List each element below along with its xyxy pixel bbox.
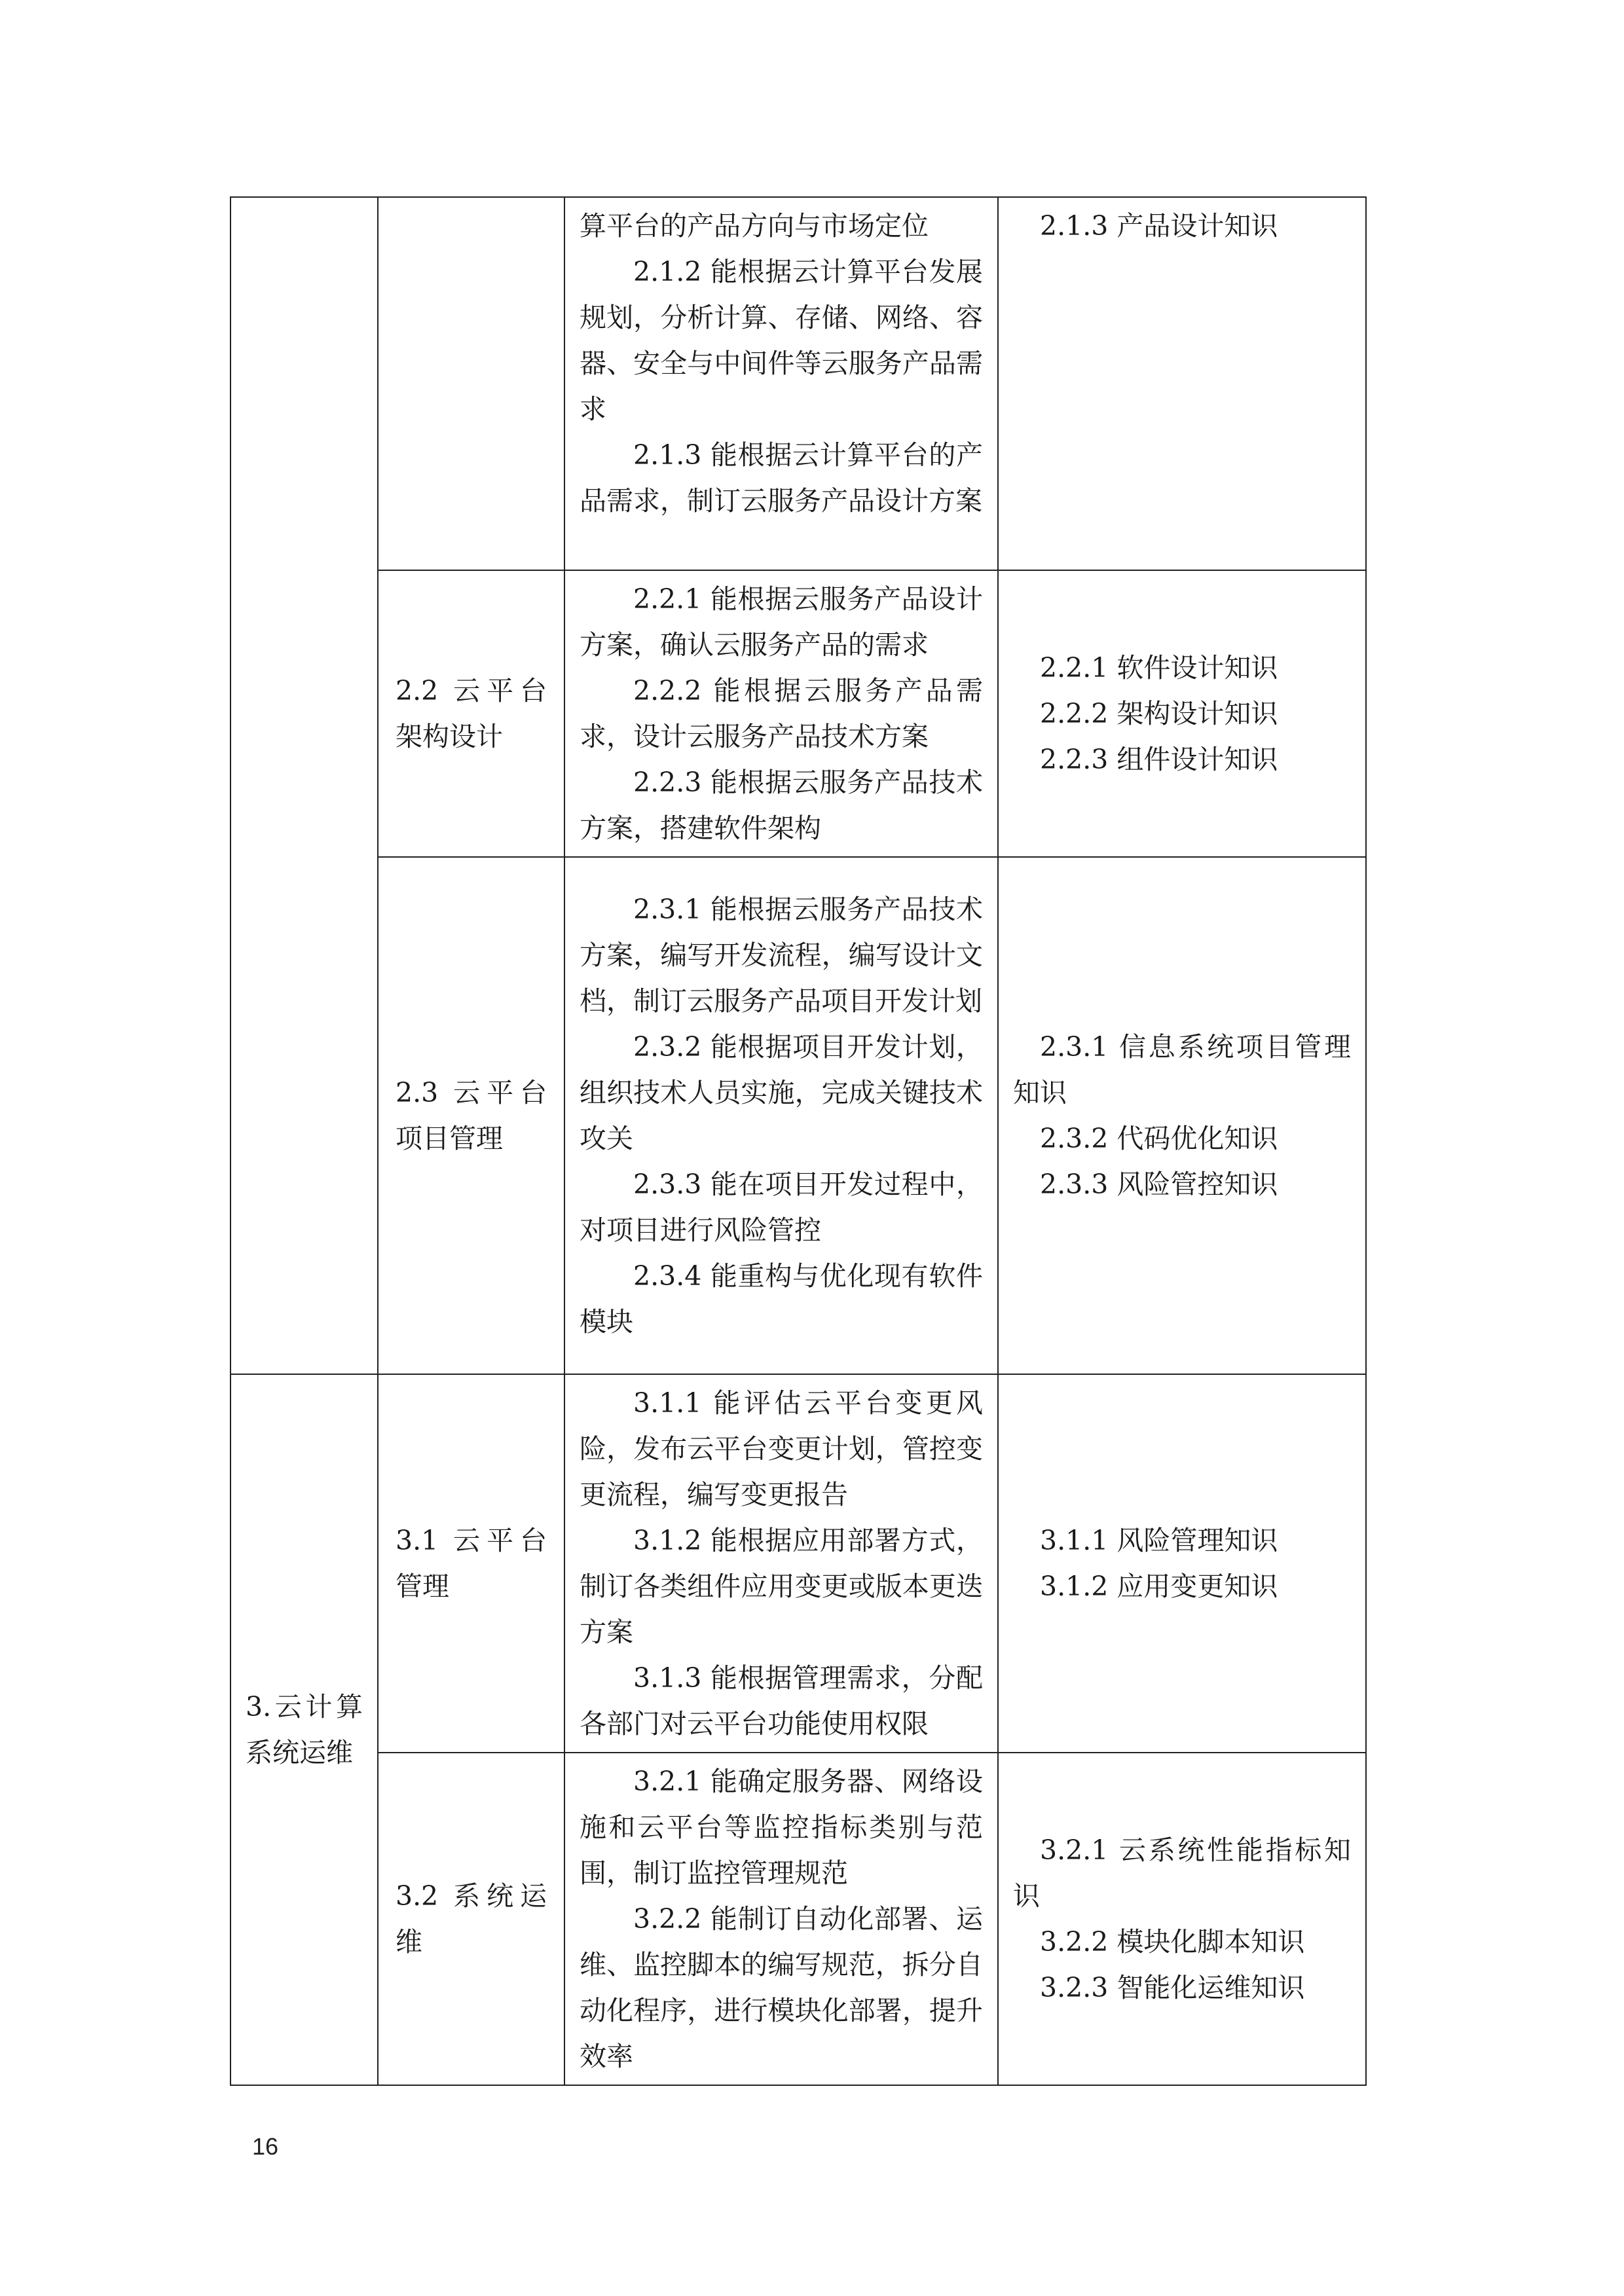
knowledge-item: 2.2.2 架构设计知识	[1040, 698, 1278, 729]
task-cell: 2.3 云平台项目管理	[378, 857, 564, 1374]
skill-item: 3.2.1 能确定服务器、网络设施和云平台等监控指标类别与范围，制订监控管理规范	[580, 1766, 983, 1889]
knowledge-cell	[998, 1374, 1366, 1753]
skill-cell	[564, 197, 998, 570]
skill-item: 3.1.2 能根据应用部署方式，制订各类组件应用变更或版本更迭方案	[580, 1525, 983, 1648]
skill-item: 2.3.4 能重构与优化现有软件模块	[580, 1260, 983, 1338]
skill-item: 算平台的产品方向与市场定位	[580, 210, 929, 242]
knowledge-item: 3.2.3 智能化运维知识	[1040, 1972, 1305, 2003]
knowledge-item: 2.2.1 软件设计知识	[1040, 652, 1278, 683]
skill-cell	[564, 570, 998, 857]
task-cell	[378, 197, 564, 570]
skill-cell	[564, 857, 998, 1374]
knowledge-item: 3.1.1 风险管理知识	[1040, 1525, 1278, 1556]
knowledge-item: 2.3.2 代码优化知识	[1040, 1123, 1278, 1154]
skill-item: 2.2.1 能根据云服务产品设计方案，确认云服务产品的需求	[580, 583, 983, 661]
skill-item: 2.1.3 能根据云计算平台的产品需求，制订云服务产品设计方案	[580, 439, 983, 517]
skill-cell	[564, 1753, 998, 2085]
skill-item: 3.1.1 能评估云平台变更风险，发布云平台变更计划，管控变更流程，编写变更报告	[580, 1387, 983, 1510]
knowledge-cell	[998, 197, 1366, 570]
skill-item: 2.3.2 能根据项目开发计划，组织技术人员实施，完成关键技术攻关	[580, 1031, 983, 1154]
table-row	[231, 857, 1366, 1374]
knowledge-cell	[998, 1753, 1366, 2085]
page-number: 16	[252, 2133, 279, 2160]
task-cell: 2.2 云平台架构设计	[378, 570, 564, 857]
table-row	[231, 197, 1366, 570]
section-cell	[231, 197, 378, 1374]
table-row	[231, 1374, 1366, 1753]
task-cell: 3.1 云平台管理	[378, 1374, 564, 1753]
table-row	[231, 570, 1366, 857]
knowledge-item: 2.1.3 产品设计知识	[1040, 210, 1278, 242]
skill-item: 2.2.3 能根据云服务产品技术方案，搭建软件架构	[580, 767, 983, 844]
knowledge-item: 3.1.2 应用变更知识	[1040, 1571, 1278, 1602]
knowledge-item: 2.2.3 组件设计知识	[1040, 744, 1278, 775]
knowledge-cell	[998, 570, 1366, 857]
skill-cell	[564, 1374, 998, 1753]
section-cell: 3.云计算系统运维	[231, 1374, 378, 2085]
table-row	[231, 1753, 1366, 2085]
skill-item: 2.1.2 能根据云计算平台发展规划，分析计算、存储、网络、容器、安全与中间件等云服务产品需求	[580, 256, 983, 425]
skill-item: 3.1.3 能根据管理需求，分配各部门对云平台功能使用权限	[580, 1662, 983, 1740]
knowledge-item: 2.3.3 风险管控知识	[1040, 1169, 1278, 1200]
knowledge-item: 2.3.1 信息系统项目管理知识	[1013, 1031, 1351, 1108]
knowledge-item: 3.2.1 云系统性能指标知识	[1013, 1834, 1351, 1912]
competency-table	[230, 196, 1367, 2086]
task-cell: 3.2 系统运维	[378, 1753, 564, 2085]
knowledge-cell	[998, 857, 1366, 1374]
skill-item: 2.3.1 能根据云服务产品技术方案，编写开发流程，编写设计文档，制订云服务产品项目开发计划	[580, 894, 983, 1017]
skill-item: 2.2.2 能根据云服务产品需求，设计云服务产品技术方案	[580, 675, 983, 752]
knowledge-item: 3.2.2 模块化脚本知识	[1040, 1926, 1305, 1958]
skill-item: 2.3.3 能在项目开发过程中，对项目进行风险管控	[580, 1169, 983, 1246]
skill-item: 3.2.2 能制订自动化部署、运维、监控脚本的编写规范，拆分自动化程序，进行模块化部署，提升效率	[580, 1903, 983, 2072]
